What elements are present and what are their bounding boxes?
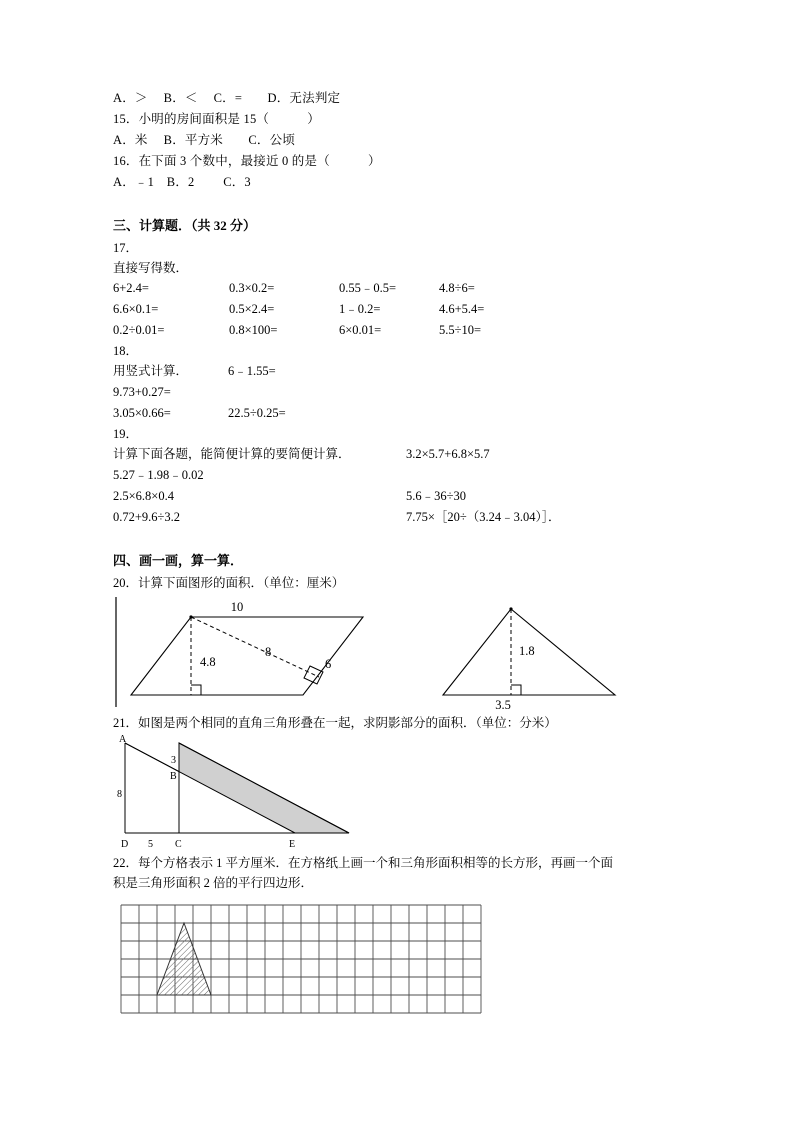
q16-stem: 16．在下面 3 个数中，最接近 0 的是（ ） [113, 154, 381, 168]
q20-stem: 20．计算下面图形的面积．（单位：厘米） [113, 576, 345, 590]
q14-options: A．＞ B．＜ C．= D．无法判定 [113, 91, 341, 105]
q21-figure [113, 735, 688, 853]
right-angle-mark-left [191, 685, 201, 695]
q19-instruction: 计算下面各题，能简便计算的要简便计算． [113, 447, 351, 461]
q19-spacer [406, 465, 666, 486]
q18-expr: 9.73+0.27= [113, 385, 171, 399]
q19-number: 19． [113, 427, 139, 441]
q17-expr: 4.8÷6= [439, 281, 475, 295]
q18-row-3 [113, 403, 688, 424]
parallelogram-slant-label: 8 [265, 645, 272, 659]
parallelogram-height-label: 4.8 [200, 655, 216, 669]
q19-expr: 5.6﹣36÷30 [406, 489, 466, 503]
q18-row-1 [113, 361, 688, 382]
q17-number: 17． [113, 241, 139, 255]
q18-expr: 3.05×0.66= [113, 406, 171, 420]
q21-stem: 21．如图是两个相同的直角三角形叠在一起，求阴影部分的面积．（单位：分米） [113, 716, 557, 730]
q21-figure-svg [113, 735, 688, 853]
q17-expr: 4.6+5.4= [439, 302, 485, 316]
q17-expr: 0.5×2.4= [229, 302, 275, 316]
q17-expr: 5.5÷10= [439, 323, 482, 337]
q18-instruction: 用竖式计算． [113, 364, 189, 378]
q22-figure [113, 899, 688, 1019]
parallelogram-side-label: 6 [325, 657, 332, 671]
label-dc-length: 5 [148, 839, 153, 850]
q19-expr: 5.27﹣1.98﹣0.02 [113, 468, 204, 482]
section-4-heading: 四、画一画，算一算． [113, 553, 244, 568]
section-3-heading: 三、计算题．（共 32 分） [113, 218, 257, 233]
label-bc-length: 3 [171, 755, 176, 766]
triangle-height-label: 1.8 [519, 644, 535, 658]
label-vertex-e: E [289, 839, 296, 850]
q19-expr: 0.72+9.6÷3.2 [113, 510, 181, 524]
q22-stem-line-2: 积是三角形面积 2 倍的平行四边形． [113, 876, 314, 890]
q17-expr: 6+2.4= [113, 281, 149, 295]
q18-expr: 6﹣1.55= [228, 364, 276, 378]
q17-expr: 6.6×0.1= [113, 302, 159, 316]
q18-number: 18． [113, 344, 139, 358]
q15-stem: 15．小明的房间面积是 15（ ） [113, 112, 320, 126]
q16-options: A．﹣1 B．2 C．3 [113, 175, 251, 189]
q19-row-2 [113, 465, 688, 486]
triangle-apex-dot [509, 607, 512, 610]
q17-expr: 0.3×0.2= [229, 281, 275, 295]
q15-options: A．米 B．平方米 C．公顷 [113, 133, 296, 147]
q22-stem-line-1: 22．每个方格表示 1 平方厘米．在方格纸上画一个和三角形面积相等的长方形，再画一个面 [113, 856, 614, 870]
q17-expr: 6×0.01= [339, 323, 382, 337]
parallelogram-outline [131, 617, 363, 695]
parallelogram-vertex-dot [189, 615, 192, 618]
q17-expr: 1﹣0.2= [339, 302, 381, 316]
q19-expr: 3.2×5.7+6.8×5.7 [406, 447, 490, 461]
q17-row-2 [113, 299, 688, 320]
q20-figure-svg [113, 595, 688, 713]
label-vertex-d: D [121, 839, 129, 850]
q20-figure [113, 595, 688, 713]
q18-spacer [228, 382, 428, 403]
q22-figure-svg [113, 899, 688, 1019]
label-ad-length: 8 [117, 789, 122, 800]
triangle-base-label: 3.5 [495, 698, 511, 712]
right-angle-mark-triangle [511, 685, 521, 695]
page-content [113, 88, 688, 1019]
q17-instruction: 直接写得数． [113, 261, 189, 275]
q18-row-2 [113, 382, 688, 403]
q17-expr: 0.8×100= [229, 323, 278, 337]
q17-expr: 0.55﹣0.5= [339, 281, 397, 295]
label-vertex-c: C [175, 839, 182, 850]
q19-expr: 2.5×6.8×0.4 [113, 489, 174, 503]
q17-expr: 0.2÷0.01= [113, 323, 165, 337]
q19-expr: 7.75×［20÷（3.24﹣3.04）］． [406, 510, 561, 524]
q19-row-3 [113, 486, 688, 507]
q17-row-1 [113, 278, 688, 299]
q17-row-3 [113, 320, 688, 341]
parallelogram-top-label: 10 [230, 600, 244, 614]
label-vertex-b: B [170, 771, 177, 782]
q19-row-4 [113, 507, 688, 528]
label-vertex-a: A [119, 735, 127, 745]
q19-row-1 [113, 444, 688, 465]
q18-expr: 22.5÷0.25= [228, 406, 286, 420]
